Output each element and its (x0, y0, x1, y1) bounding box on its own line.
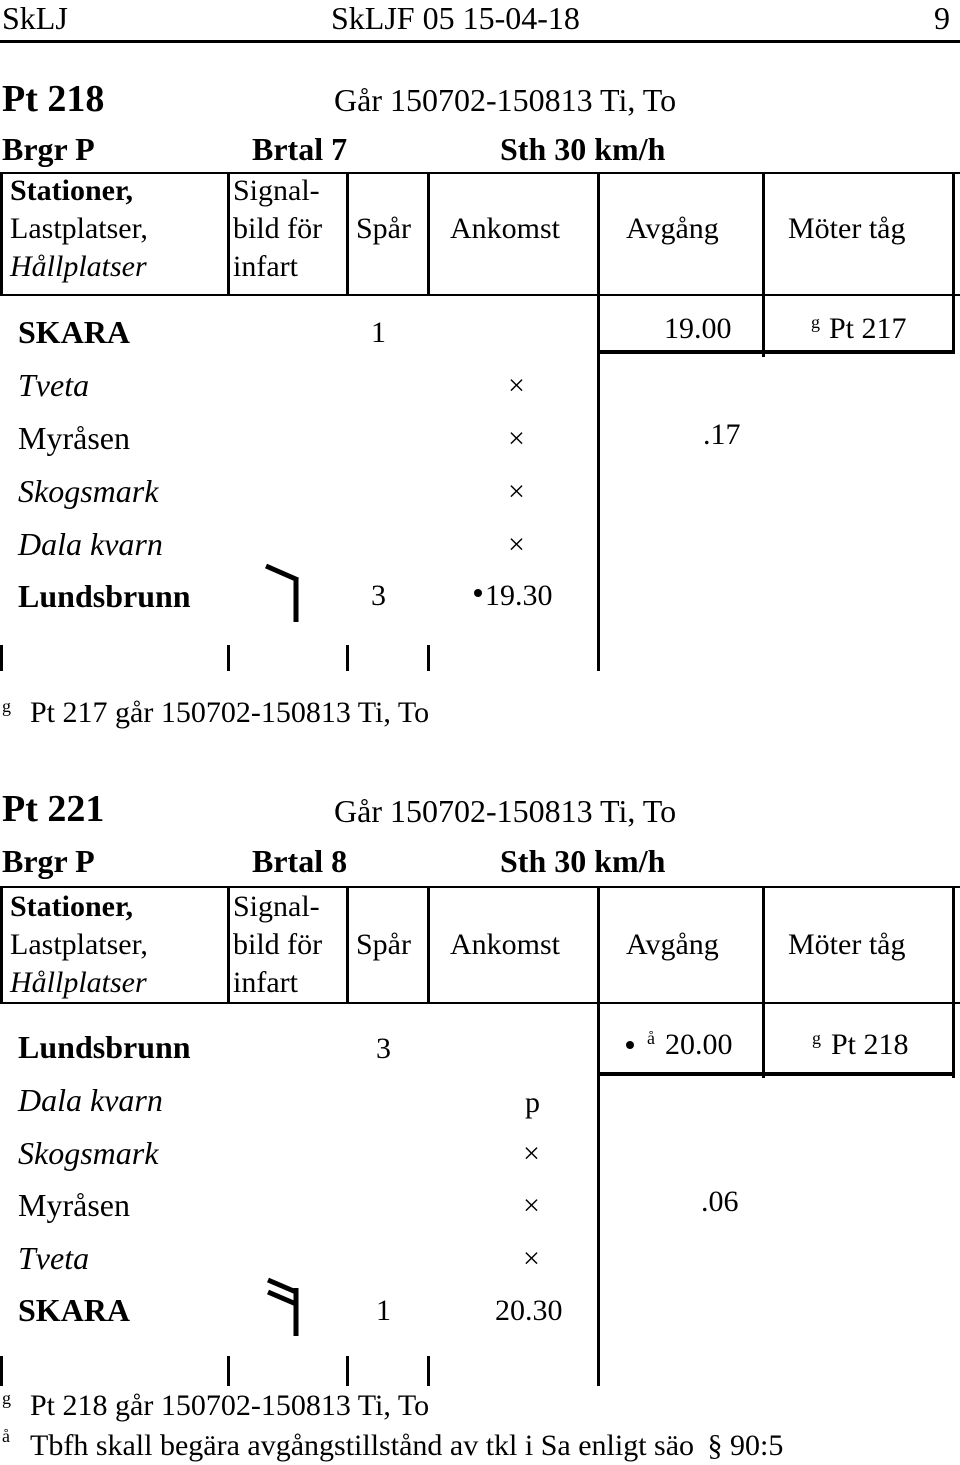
header-line-3: infart (233, 250, 298, 283)
column-divider (346, 645, 349, 671)
station-name: Myråsen (18, 1187, 130, 1223)
column-divider (346, 172, 349, 296)
table-edge-right (952, 1004, 955, 1078)
column-divider (346, 1356, 349, 1386)
footnote-body: Tbfh skall begära avgångstillstånd av tkl i Sa enligt säo (30, 1429, 695, 1462)
header-line-1: Signal- (233, 174, 320, 207)
footnote-text: Pt 217 går 150702-150813 Ti, To (30, 696, 430, 729)
column-header-signal (233, 888, 322, 1002)
station-name: Dala kvarn (18, 1082, 163, 1118)
track-number: 1 (371, 316, 386, 349)
entry-signal-icon (262, 560, 312, 628)
meeting-rule (600, 350, 955, 354)
station-name: Skogsmark (18, 473, 159, 509)
table-edge-left (0, 886, 3, 1004)
station-name: SKARA (18, 1292, 131, 1328)
arrival-time: 19.30 (485, 579, 553, 612)
footnote-text: Pt 218 går 150702-150813 Ti, To (30, 1389, 430, 1422)
footnote-mark: g (2, 1388, 11, 1408)
brake-group: Brgr P (2, 131, 95, 167)
section-symbol: § (707, 1429, 723, 1462)
header-line-3: Hållplatser (10, 966, 147, 999)
column-header-arrival: Ankomst (450, 212, 561, 245)
column-header-stations (10, 888, 148, 1002)
column-header-track: Spår (356, 212, 411, 245)
station-name: Lundsbrunn (18, 1029, 191, 1065)
footnote-mark: g (811, 312, 820, 332)
speed-limit: Sth 30 km/h (500, 131, 666, 167)
passing-mark: × (508, 369, 525, 402)
column-header-signal (233, 172, 322, 286)
section-reference: 90:5 (730, 1429, 784, 1462)
passing-mark: × (508, 528, 525, 561)
header-line-2: bild för (233, 212, 323, 245)
train-title: Pt 218 (2, 78, 105, 120)
station-name: Lundsbrunn (18, 578, 191, 614)
footnote-mark: å (647, 1028, 655, 1048)
column-divider (227, 172, 230, 296)
column-divider (427, 645, 430, 671)
station-name: Dala kvarn (18, 526, 163, 562)
footnote-mark: å (2, 1426, 10, 1446)
speed-limit: Sth 30 km/h (500, 843, 666, 879)
station-name: Myråsen (18, 420, 130, 456)
brake-number: Brtal 8 (252, 843, 348, 879)
passing-mark: × (508, 422, 525, 455)
column-divider (762, 172, 765, 357)
footnote-mark: g (2, 696, 11, 716)
station-name: SKARA (18, 314, 131, 350)
column-header-stations (10, 172, 148, 286)
meeting-train: Pt 217 (829, 312, 907, 345)
passing-mark: × (523, 1242, 540, 1275)
table-header-rule (0, 294, 960, 296)
column-divider (346, 886, 349, 1004)
header-rule (0, 40, 960, 43)
column-divider (597, 172, 600, 671)
track-number: 3 (371, 579, 386, 612)
footnote-text (30, 1431, 783, 1461)
column-header-departure: Avgång (626, 212, 719, 245)
train-runs: Går 150702-150813 Ti, To (334, 793, 677, 829)
header-line-3: Hållplatser (10, 250, 147, 283)
train-title: Pt 221 (2, 788, 105, 830)
column-divider (427, 886, 430, 1004)
table-edge-left (0, 645, 3, 671)
column-header-track: Spår (356, 928, 411, 961)
departure-time: .06 (701, 1185, 739, 1218)
stop-dot (626, 1041, 634, 1049)
header-line-2: Lastplatser, (10, 928, 148, 961)
passing-mark: × (508, 475, 525, 508)
meeting-rule (597, 1072, 955, 1076)
column-header-arrival: Ankomst (450, 928, 561, 961)
entry-signal-icon (262, 1272, 312, 1340)
column-divider (427, 172, 430, 296)
track-number: 1 (376, 1294, 391, 1327)
header-line-2: Lastplatser, (10, 212, 148, 245)
station-name: Tveta (18, 367, 90, 403)
table-edge-right (952, 296, 955, 354)
column-divider (427, 1356, 430, 1386)
meeting-train: Pt 218 (831, 1028, 909, 1061)
station-name: Skogsmark (18, 1135, 159, 1171)
column-divider (227, 645, 230, 671)
page-number: 9 (934, 0, 950, 36)
column-divider (227, 886, 230, 1004)
column-header-meets: Möter tåg (788, 928, 906, 961)
passing-mark: × (523, 1189, 540, 1222)
passing-mark: p (525, 1086, 540, 1119)
column-divider (227, 1356, 230, 1386)
passing-mark: × (523, 1137, 540, 1170)
table-edge-left (0, 1356, 3, 1386)
column-divider (762, 886, 765, 1078)
table-edge-right (952, 172, 955, 296)
table-edge-left (0, 172, 3, 296)
brake-number: Brtal 7 (252, 131, 348, 167)
departure-time: 20.00 (665, 1028, 733, 1061)
header-line-2: bild för (233, 928, 323, 961)
header-line-1: Stationer, (10, 890, 134, 923)
table-edge-right (952, 886, 955, 1004)
page-header-center: SkLJF 05 15-04-18 (331, 0, 580, 36)
table-header-rule (0, 1002, 960, 1004)
column-divider (597, 886, 600, 1386)
departure-time: 19.00 (664, 312, 732, 345)
station-name: Tveta (18, 1240, 90, 1276)
page-header-left: SkLJ (2, 0, 68, 36)
header-line-1: Signal- (233, 890, 320, 923)
train-runs: Går 150702-150813 Ti, To (334, 82, 677, 118)
header-line-1: Stationer, (10, 174, 134, 207)
stop-dot (474, 589, 482, 597)
column-header-meets: Möter tåg (788, 212, 906, 245)
departure-time: .17 (703, 418, 741, 451)
brake-group: Brgr P (2, 843, 95, 879)
arrival-time: 20.30 (495, 1294, 563, 1327)
footnote-mark: g (812, 1028, 821, 1048)
track-number: 3 (376, 1032, 391, 1065)
header-line-3: infart (233, 966, 298, 999)
column-header-departure: Avgång (626, 928, 719, 961)
